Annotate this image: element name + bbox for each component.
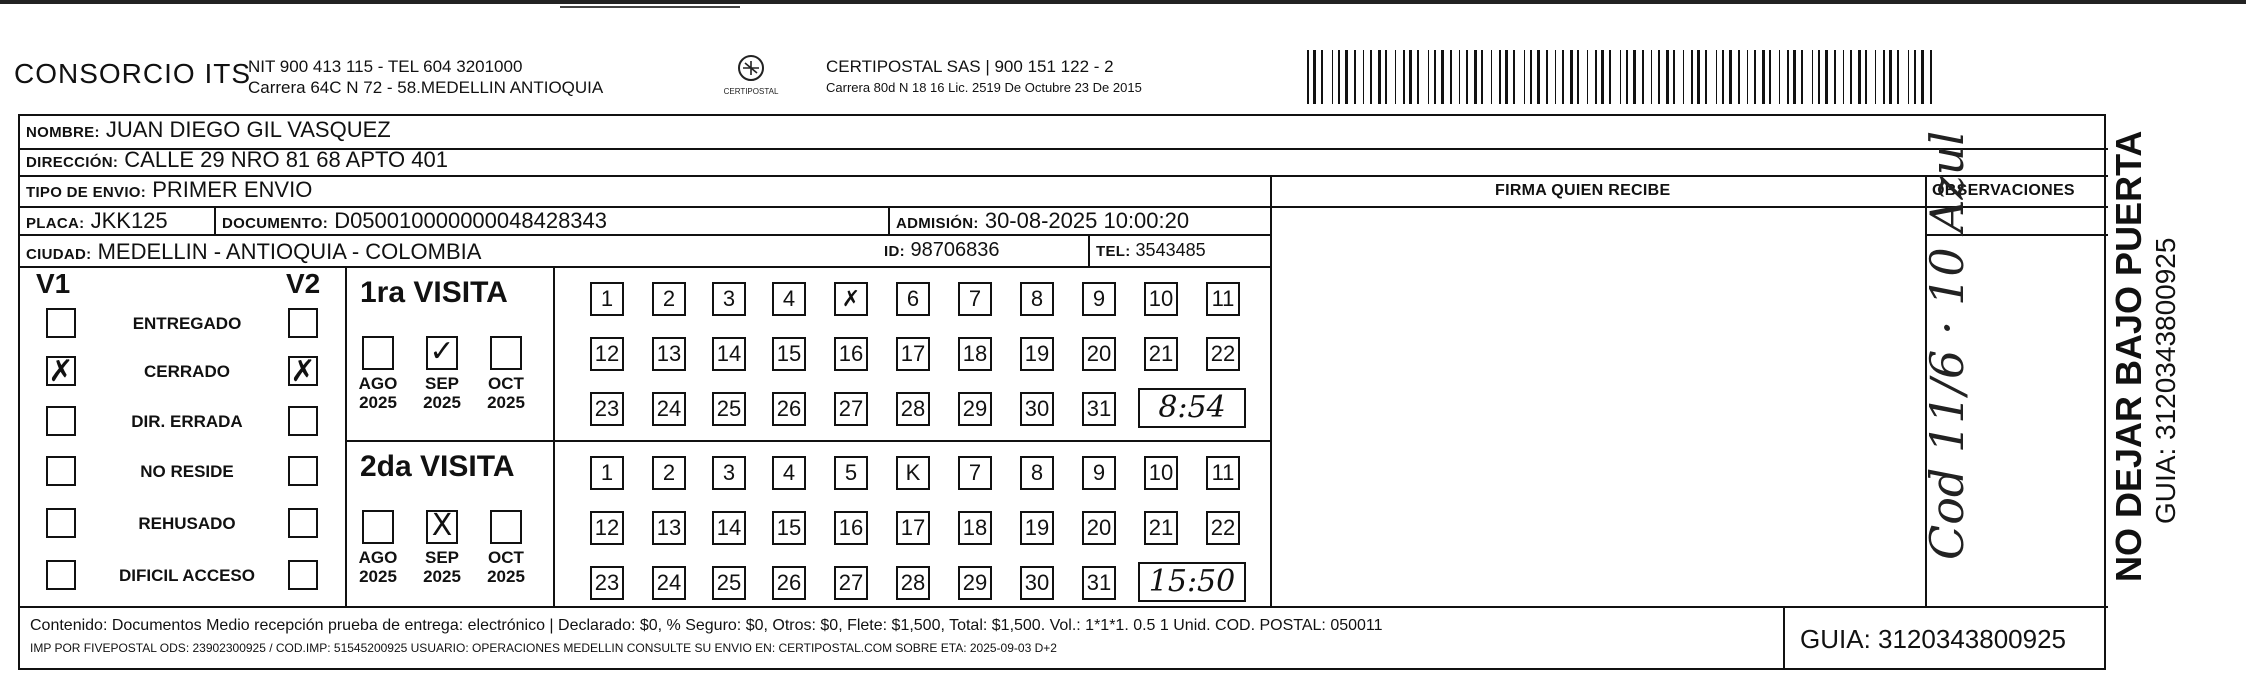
col-divider [553,266,555,606]
barcode-bar [1889,50,1892,104]
status-v1-checkbox[interactable] [46,456,76,486]
barcode-bar [1546,50,1548,104]
month-year: 2025 [359,567,397,586]
v2-header: V2 [286,268,321,299]
status-label: CERRADO [144,362,230,381]
tel-value: 3543485 [1135,240,1206,260]
top-rule [0,0,2246,4]
barcode-bar [1914,50,1916,104]
barcode-bar [1321,50,1323,104]
tel-row [1096,240,1206,261]
barcode-bar [1577,50,1579,104]
barcode-bar [1363,50,1364,104]
day-box[interactable]: 9 [1082,282,1116,316]
visit-title: 1ra VISITA [360,276,508,309]
barcode-bar [1738,50,1740,104]
barcode-bar [1530,50,1532,104]
day-box[interactable]: 22 [1206,511,1240,545]
shipping-form [18,114,2106,670]
day-box[interactable]: 14 [712,511,746,545]
day-box[interactable]: 17 [896,337,930,371]
day-box[interactable]: 14 [712,337,746,371]
admision-label: ADMISIÓN: [896,215,979,232]
observaciones-handwriting: Cod 11/6 · 10 Azul [1920,130,1974,560]
barcode-bar [1747,50,1748,104]
v1-header: V1 [36,268,71,299]
barcode-bar [1875,50,1876,104]
barcode-bar [1537,50,1540,104]
barcode-bar [1601,50,1604,104]
month-checkbox[interactable] [362,336,394,370]
month-name: OCT [488,548,524,567]
day-box[interactable]: 30 [1020,566,1054,600]
day-box[interactable]: 6 [896,282,930,316]
day-box[interactable]: 1 [590,282,624,316]
barcode-bar [1633,50,1636,104]
tel-label: TEL: [1096,243,1131,260]
barcode-bar [1428,50,1429,104]
barcode-bar [1505,50,1508,104]
day-box[interactable]: 11 [1206,456,1240,490]
barcode-bar [1626,50,1628,104]
barcode-bar [1642,50,1644,104]
day-box[interactable]: 9 [1082,456,1116,490]
status-label: DIFICIL ACCESO [118,566,255,585]
barcode-bar [1865,50,1867,104]
col-divider [345,266,347,606]
barcode-bar [1793,50,1796,104]
day-box[interactable]: 2 [652,282,686,316]
barcode-bar [1620,50,1621,104]
day-box[interactable]: 11 [1206,282,1240,316]
day-box[interactable]: 19 [1020,511,1054,545]
day-box[interactable]: 27 [834,566,868,600]
day-box[interactable]: 23 [590,392,624,426]
barcode-bar [1354,50,1356,104]
month-year: 2025 [359,393,397,412]
status-label: ENTREGADO [132,314,242,333]
status-label: NO RESIDE [140,462,234,481]
barcode-bar [1499,50,1501,104]
barcode-bar [1787,50,1789,104]
status-v1-checkbox[interactable] [46,406,76,436]
status-label: REHUSADO [138,514,236,533]
day-box[interactable]: 8 [1020,282,1054,316]
day-box[interactable]: 31 [1082,566,1116,600]
nombre-value: JUAN DIEGO GIL VASQUEZ [105,117,391,142]
day-box[interactable]: 10 [1144,456,1178,490]
placa-label: PLACA: [26,215,85,232]
month-name: AGO [358,374,398,393]
admision-value: 30-08-2025 10:00:20 [984,208,1190,233]
status-v2-checkbox[interactable] [288,508,318,538]
day-box[interactable]: 8 [1020,456,1054,490]
direccion-row [26,147,448,173]
barcode-bar [1395,50,1396,104]
barcode-bar [1313,50,1316,104]
status-v2-checkbox[interactable] [288,406,318,436]
month-label [418,548,466,586]
barcode-bar [1883,50,1885,104]
month-year: 2025 [423,393,461,412]
col-divider [888,206,890,234]
footer-divider [18,606,2108,608]
month-label [354,548,402,586]
certipostal-logo [716,52,786,100]
day-box[interactable]: 15 [772,511,806,545]
admision-row [896,208,1189,234]
contenido-text: Contenido: Documentos Medio recepción prueba de entrega: electrónico | Declarado: $0, % Seguro: $0, Otros: $0, Flete: $1,500, Total: $1,500. Vol.: 1*1*1. 0.5 1 Unid. COD. POSTAL: 050011 [30,617,1383,634]
day-box[interactable]: 27 [834,392,868,426]
month-year: 2025 [487,567,525,586]
barcode-bar [1378,50,1381,104]
day-box[interactable]: 18 [958,511,992,545]
ciudad-value: MEDELLIN - ANTIOQUIA - COLOMBIA [97,239,482,264]
col-divider [1088,234,1090,266]
barcode-bar [1434,50,1436,104]
day-box[interactable]: 20 [1082,511,1116,545]
placa-value: JKK125 [90,208,168,233]
barcode-bar [1921,50,1924,104]
day-box[interactable]: 30 [1020,392,1054,426]
side-guia: GUIA: 3120343800925 [2150,237,2181,524]
barcode-bar [1513,50,1515,104]
observaciones-label: OBSERVACIONES [1932,182,2075,199]
month-label [354,374,402,412]
direccion-value: CALLE 29 NRO 81 68 APTO 401 [124,147,448,172]
barcode-bar [1459,50,1460,104]
placa-row [26,208,168,234]
firma-label: FIRMA QUIEN RECIBE [1495,182,1671,199]
barcode-bar [1658,50,1660,104]
col-divider [1783,606,1785,668]
day-box[interactable]: 22 [1206,337,1240,371]
day-box[interactable]: 7 [958,282,992,316]
documento-value: D050010000000048428343 [334,208,608,233]
tipo-row [26,177,312,203]
col-divider [214,206,216,234]
barcode-bar [1474,50,1477,104]
month-label [482,548,530,586]
barcode-bar [1491,50,1492,104]
day-box[interactable]: 21 [1144,511,1178,545]
barcode-bar [1651,50,1652,104]
barcode-bar [1812,50,1813,104]
barcode-bar [1595,50,1597,104]
barcode-bar [1705,50,1707,104]
month-checkbox[interactable] [362,510,394,544]
month-year: 2025 [423,567,461,586]
barcode-bar [1930,50,1932,104]
ciudad-row [26,239,481,265]
barcode-bar [1818,50,1820,104]
barcode-bar [1417,50,1419,104]
day-box[interactable]: 13 [652,337,686,371]
barcode-bar [1691,50,1693,104]
no-dejar-warning: NO DEJAR BAJO PUERTA [2108,130,2149,582]
day-box[interactable]: 25 [712,392,746,426]
tipo-value: PRIMER ENVIO [152,177,313,202]
day-box[interactable]: 25 [712,566,746,600]
barcode-bar [1779,50,1780,104]
day-box[interactable]: 2 [652,456,686,490]
day-box[interactable]: 4 [772,282,806,316]
day-box[interactable]: K [896,456,930,490]
barcode-bar [1609,50,1611,104]
day-box[interactable]: 28 [896,392,930,426]
day-box[interactable]: 12 [590,511,624,545]
visit-divider [345,440,1270,442]
col-divider [1270,175,1272,606]
carrier-license-line: Carrera 80d N 18 16 Lic. 2519 De Octubre 23 De 2015 [826,80,1142,95]
month-checkbox[interactable]: X [426,510,458,544]
barcode-bar [1345,50,1348,104]
barcode-bar [1762,50,1765,104]
barcode-bar [1729,50,1732,104]
barcode-bar [1897,50,1899,104]
nombre-label: NOMBRE: [26,124,100,141]
status-v1-checkbox[interactable]: ✗ [46,356,76,386]
day-box[interactable]: 28 [896,566,930,600]
company-address-line: Carrera 64C N 72 - 58.MEDELLIN ANTIOQUIA [248,78,604,97]
barcode-bar [1769,50,1771,104]
guia-number: GUIA: 3120343800925 [1800,624,2066,654]
barcode-bar [1843,50,1844,104]
documento-label: DOCUMENTO: [222,215,329,232]
status-v2-checkbox[interactable]: ✗ [288,356,318,386]
barcode-bar [1666,50,1669,104]
barcode-bar [1673,50,1675,104]
day-box[interactable]: 17 [896,511,930,545]
barcode [1305,50,1941,104]
day-box[interactable]: 1 [590,456,624,490]
barcode-bar [1524,50,1525,104]
barcode-bar [1570,50,1573,104]
day-box[interactable]: 12 [590,337,624,371]
barcode-bar [1562,50,1564,104]
barcode-bar [1409,50,1412,104]
day-box[interactable]: 7 [958,456,992,490]
barcode-bar [1825,50,1828,104]
col-divider [2104,175,2106,606]
day-box[interactable]: 19 [1020,337,1054,371]
row-divider [18,175,2108,177]
day-box[interactable]: 29 [958,392,992,426]
month-year: 2025 [487,393,525,412]
month-label [482,374,530,412]
month-checkbox[interactable] [490,510,522,544]
barcode-bar [1307,50,1309,104]
status-v2-checkbox[interactable] [288,560,318,590]
barcode-bar [1555,50,1556,104]
day-box[interactable]: 3 [712,282,746,316]
carrier-info [826,56,1142,98]
day-box[interactable]: 15 [772,337,806,371]
status-v2-checkbox[interactable] [288,456,318,486]
day-box[interactable]: 13 [652,511,686,545]
id-row [884,239,999,262]
day-box[interactable]: 5 [834,456,868,490]
barcode-bar [1587,50,1588,104]
company-info [248,56,603,98]
barcode-bar [1697,50,1700,104]
day-box[interactable]: ✗ [834,282,868,316]
barcode-bar [1441,50,1444,104]
barcode-bar [1683,50,1684,104]
id-value: 98706836 [910,239,1000,261]
barcode-bar [1466,50,1468,104]
barcode-bar [1722,50,1724,104]
company-nit-line: NIT 900 413 115 - TEL 604 3201000 [248,57,523,76]
imp-text: IMP POR FIVEPOSTAL ODS: 23902300925 / COD.IMP: 51545200925 USUARIO: OPERACIONES MEDELLIN CONSULTE SU ENVIO EN: CERTIPOSTAL.COM SOBRE ETA: 2025-09-03 D+2 [30,641,1057,655]
month-name: SEP [424,374,460,393]
barcode-bar [1338,50,1340,104]
barcode-bar [1332,50,1333,104]
day-box[interactable]: 31 [1082,392,1116,426]
month-checkbox[interactable] [490,336,522,370]
barcode-bar [1850,50,1852,104]
status-v1-checkbox[interactable] [46,508,76,538]
status-v2-checkbox[interactable] [288,308,318,338]
day-box[interactable]: 23 [590,566,624,600]
month-checkbox[interactable]: ✓ [426,336,458,370]
month-name: OCT [488,374,524,393]
visit-time-box[interactable]: 8:54 [1138,388,1246,428]
day-box[interactable]: 26 [772,566,806,600]
day-box[interactable]: 26 [772,392,806,426]
nombre-row [26,117,391,143]
visit-time-box[interactable]: 15:50 [1138,562,1246,602]
direccion-label: DIRECCIÓN: [26,154,119,171]
ciudad-label: CIUDAD: [26,246,92,263]
tipo-label: TIPO DE ENVIO: [26,184,147,201]
day-box[interactable]: 16 [834,511,868,545]
status-label: DIR. ERRADA [131,412,243,431]
day-box[interactable]: 3 [712,456,746,490]
day-box[interactable]: 20 [1082,337,1116,371]
barcode-bar [1481,50,1483,104]
day-box[interactable]: 18 [958,337,992,371]
visit-title: 2da VISITA [360,450,515,483]
status-v1-checkbox[interactable] [46,560,76,590]
barcode-bar [1908,50,1909,104]
barcode-bar [1385,50,1387,104]
month-name: AGO [358,548,398,567]
day-box[interactable]: 4 [772,456,806,490]
documento-row [222,208,607,234]
barcode-bar [1834,50,1836,104]
status-v1-checkbox[interactable] [46,308,76,338]
barcode-bar [1858,50,1861,104]
month-label [418,374,466,412]
barcode-bar [1403,50,1405,104]
id-label: ID: [884,243,905,260]
barcode-bar [1801,50,1803,104]
carrier-nit-line: CERTIPOSTAL SAS | 900 151 122 - 2 [826,57,1114,76]
day-box[interactable]: 16 [834,337,868,371]
top-rule-short [560,6,740,8]
barcode-bar [1754,50,1756,104]
month-name: SEP [424,548,460,567]
company-name: CONSORCIO ITS [14,58,252,89]
barcode-bar [1450,50,1452,104]
day-box[interactable]: 24 [652,392,686,426]
logo-caption: CERTIPOSTAL [723,87,779,96]
day-box[interactable]: 24 [652,566,686,600]
day-box[interactable]: 29 [958,566,992,600]
day-box[interactable]: 21 [1144,337,1178,371]
day-box[interactable]: 10 [1144,282,1178,316]
barcode-bar [1716,50,1717,104]
row-divider [18,266,1270,268]
barcode-bar [1370,50,1372,104]
